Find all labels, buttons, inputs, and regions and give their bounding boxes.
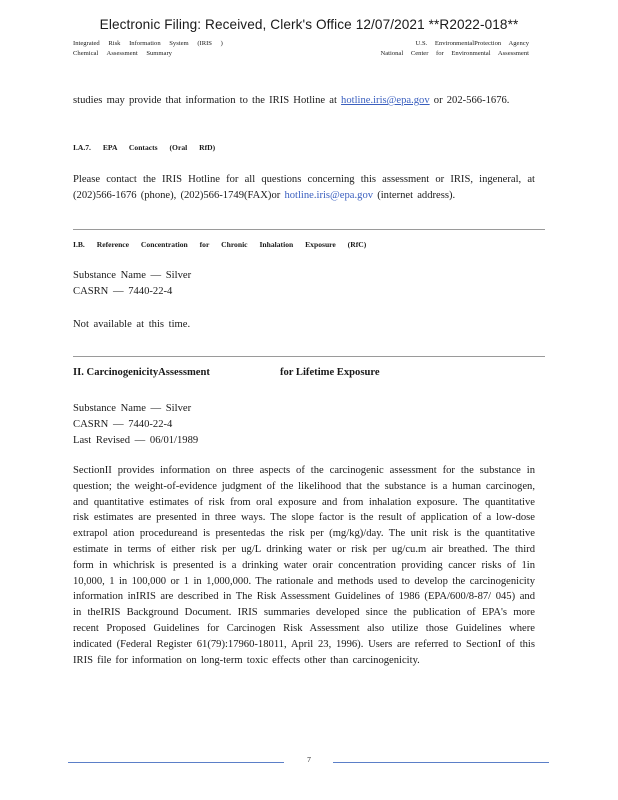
contact-text: Please contact the IRIS Hotline for all questions concerning this assessment or IRIS, ingeneral, at (202)566-1676 (phone), (202)566-1749(FAX)or (73, 174, 535, 201)
section-divider (73, 356, 545, 357)
casrn: CASRN — 7440-22-4 (73, 285, 173, 297)
carcinogenicity-paragraph: SectionII provides information on three aspects of the carcinogenic assessment for the substance in question; the weight-of-evidence judgment of the likelihood that the substance is a human carcinogen, and quantitative estimates of risk from oral exposure and from inhalation exposure. The quantitative risk estimates are presented in three ways. The slope factor is the result of application of a low-dose extrapol ation procedureand is presentedas the risk per (mg/kg)/day. The unit risk is the quantitative estimate in terms of either risk per ug/L drinking water or risk per ug/cu.m air breathed. The third form in whichrisk is presented is a drinking water orair concentration providing cancer risks of 1in 10,000, 1 in 100,000 or 1 in 1,000,000. The rationale and methods used to develop the carcinogenicity information inIRIS are described in The Risk Assessment Guidelines of 1986 (EPA/600/8-87/ 045) and in theIRIS Background Document. IRIS summaries developed since the publication of EPA's more recent Proposed Guidelines for Carcinogen Risk Assessment also utilize those Guidelines where indicated (Federal Register 61(79):17960-18011, April 23, 1996). Users are referred to SectionI of this IRIS file for information on long-term toxic effects other than carcinogenicity. (73, 465, 535, 666)
section-ii-heading (73, 367, 380, 378)
casrn: CASRN — 7440-22-4 (73, 418, 173, 430)
section-divider (73, 229, 545, 230)
section-ii-heading-part2: for Lifetime Exposure (279, 367, 380, 378)
section-ii-details (73, 401, 198, 448)
contact-paragraph (73, 172, 535, 204)
header-left-line1: Integrated Risk Information System (IRIS ) (73, 40, 223, 47)
page-number: 7 (307, 755, 311, 764)
substance-name: Substance Name — Silver (73, 403, 192, 414)
header-right (380, 39, 529, 60)
intro-paragraph (73, 93, 535, 109)
filing-stamp: Electronic Filing: Received, Clerk's Office 12/07/2021 **R2022-018** (99, 17, 519, 32)
section-ii-heading-part1: II. CarcinogenicityAssessment (73, 367, 210, 378)
substance-name: Substance Name — Silver (73, 270, 192, 281)
header-right-line1: U.S. EnvironmentalProtection Agency (415, 40, 529, 47)
section-ib-heading: I.B. Reference Concentration for Chronic Inhalation Exposure (RfC) (73, 240, 367, 249)
contact-email-link[interactable]: hotline.iris@epa.gov (284, 189, 374, 201)
rfc-status: Not available at this time. (73, 319, 191, 330)
contact-text-end: (internet address). (373, 189, 456, 201)
header-right-line2: National Center for Environmental Assessment (380, 50, 529, 58)
intro-text-end: or 202-566-1676. (429, 95, 510, 106)
intro-text: studies may provide that information to the IRIS Hotline at (73, 95, 342, 106)
section-ia7-heading: I.A.7. EPA Contacts (Oral RfD) (73, 143, 216, 152)
footer-rule-right (333, 762, 549, 763)
header-left-line2: Chemical Assessment Summary (73, 50, 172, 58)
header-left (73, 39, 223, 60)
hotline-email-link[interactable]: hotline.iris@epa.gov (341, 95, 430, 106)
section-ib-details (73, 268, 191, 300)
last-revised: Last Revised — 06/01/1989 (73, 434, 199, 446)
